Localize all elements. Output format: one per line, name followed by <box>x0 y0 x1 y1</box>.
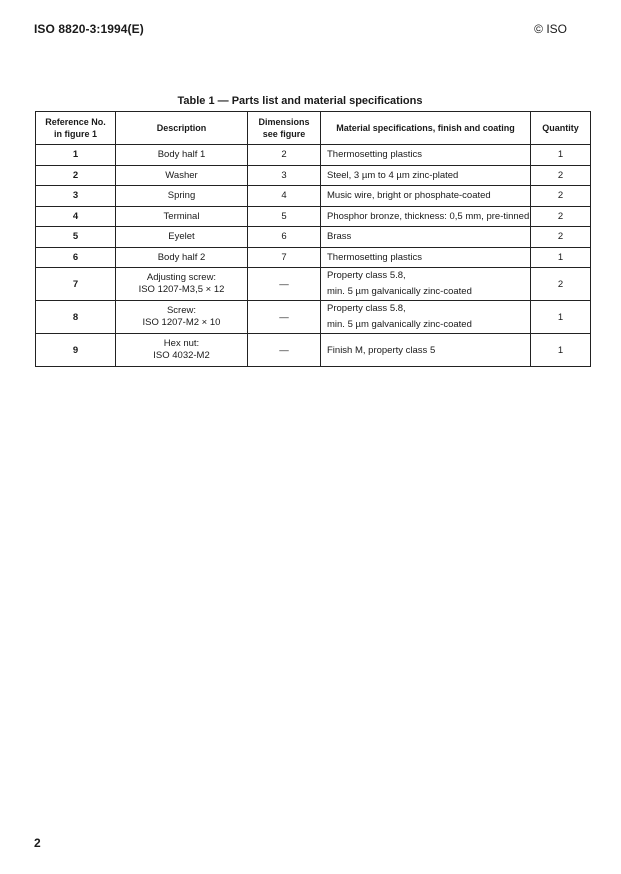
cell-dimensions: — <box>248 301 321 334</box>
cell-description: Body half 2 <box>116 247 248 268</box>
cell-dimensions: 5 <box>248 206 321 227</box>
copyright-notice: © ISO <box>534 22 567 36</box>
cell-dimensions: — <box>248 268 321 301</box>
cell-dimensions: — <box>248 334 321 367</box>
cell-quantity: 1 <box>531 301 591 334</box>
cell-reference: 4 <box>36 206 116 227</box>
cell-material: Steel, 3 µm to 4 µm zinc-plated <box>321 165 531 186</box>
cell-description: Washer <box>116 165 248 186</box>
table-row <box>36 227 591 248</box>
cell-quantity: 1 <box>531 145 591 166</box>
table-row <box>36 247 591 268</box>
cell-quantity: 2 <box>531 268 591 301</box>
cell-reference: 6 <box>36 247 116 268</box>
column-header-material: Material specifications, finish and coating <box>321 112 531 145</box>
table-row <box>36 301 591 334</box>
page-number: 2 <box>34 836 41 850</box>
table-title: Table 1 — Parts list and material specifications <box>177 95 423 107</box>
cell-material: Property class 5.8, min. 5 µm galvanically zinc-coated <box>321 301 531 334</box>
cell-material: Property class 5.8, min. 5 µm galvanically zinc-coated <box>321 268 531 301</box>
cell-description: Hex nut: ISO 4032-M2 <box>116 334 248 367</box>
table-header-row <box>36 112 591 145</box>
cell-material: Music wire, bright or phosphate-coated <box>321 186 531 207</box>
cell-quantity: 2 <box>531 206 591 227</box>
cell-material: Phosphor bronze, thickness: 0,5 mm, pre-tinned <box>321 206 531 227</box>
column-header-dimensions: Dimensions see figure <box>248 112 321 145</box>
cell-material: Brass <box>321 227 531 248</box>
cell-reference: 8 <box>36 301 116 334</box>
table-row <box>36 145 591 166</box>
cell-description: Adjusting screw: ISO 1207-M3,5 × 12 <box>116 268 248 301</box>
cell-reference: 2 <box>36 165 116 186</box>
cell-reference: 7 <box>36 268 116 301</box>
cell-dimensions: 4 <box>248 186 321 207</box>
cell-dimensions: 3 <box>248 165 321 186</box>
cell-quantity: 1 <box>531 247 591 268</box>
cell-reference: 9 <box>36 334 116 367</box>
cell-reference: 1 <box>36 145 116 166</box>
table-row <box>36 206 591 227</box>
parts-list-table <box>35 111 591 367</box>
cell-quantity: 2 <box>531 227 591 248</box>
cell-description: Spring <box>116 186 248 207</box>
column-header-quantity: Quantity <box>531 112 591 145</box>
column-header-reference: Reference No. in figure 1 <box>36 112 116 145</box>
cell-description: Terminal <box>116 206 248 227</box>
document-standard-id: ISO 8820-3:1994(E) <box>34 22 144 36</box>
table-row <box>36 165 591 186</box>
cell-quantity: 2 <box>531 186 591 207</box>
cell-reference: 5 <box>36 227 116 248</box>
cell-description: Body half 1 <box>116 145 248 166</box>
cell-material: Finish M, property class 5 <box>321 334 531 367</box>
cell-quantity: 2 <box>531 165 591 186</box>
column-header-description: Description <box>116 112 248 145</box>
cell-dimensions: 2 <box>248 145 321 166</box>
table-row <box>36 186 591 207</box>
cell-material: Thermosetting plastics <box>321 247 531 268</box>
cell-quantity: 1 <box>531 334 591 367</box>
cell-material: Thermosetting plastics <box>321 145 531 166</box>
table-row <box>36 268 591 301</box>
table-row <box>36 334 591 367</box>
cell-dimensions: 7 <box>248 247 321 268</box>
cell-dimensions: 6 <box>248 227 321 248</box>
cell-reference: 3 <box>36 186 116 207</box>
cell-description: Screw: ISO 1207-M2 × 10 <box>116 301 248 334</box>
cell-description: Eyelet <box>116 227 248 248</box>
